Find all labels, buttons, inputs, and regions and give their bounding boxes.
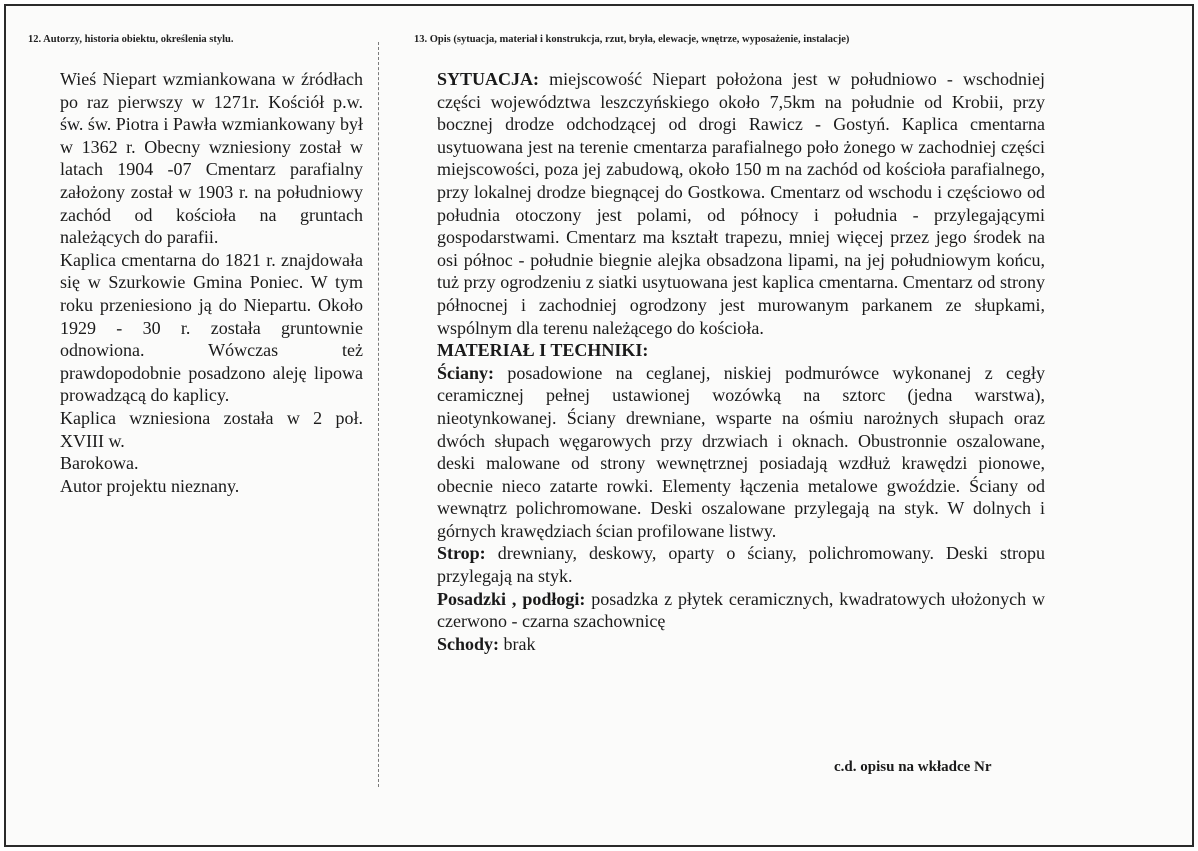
strop-text: drewniany, deskowy, oparty o ściany, polichromowany. Deski stropu przylegają na styk.: [437, 543, 1045, 587]
column-divider: [378, 42, 379, 787]
schody-text: brak: [499, 633, 536, 654]
sytuacja-paragraph: [437, 68, 1045, 339]
history-paragraph-2: Kaplica cmentarna do 1821 r. znajdowała się w Szurkowie Gmina Poniec. W tym roku przeniesiono ją do Niepartu. Około 1929 - 30 r. została gruntownie odnowiona. Wówczas też prawdopodobnie posadzono aleję lipowa prowadzącą do kaplicy.: [60, 249, 363, 406]
section-13-heading: 13. Opis (sytuacja, materiał i konstrukcja, rzut, bryła, elewacje, wnętrze, wyposażenie, instalacje): [414, 34, 850, 45]
history-paragraph-3: Kaplica wzniesiona została w 2 poł. XVIII w.: [60, 407, 363, 451]
material-heading: MATERIAŁ I TECHNIKI:: [437, 340, 649, 361]
posadzki-paragraph: [437, 588, 1045, 633]
section-12-heading: 12. Autorzy, historia obiektu, określenia stylu.: [28, 34, 234, 45]
sciany-text: posadowione na ceglanej, niskiej podmurówce wykonanej z cegły ceramicznej pełnej ustawionej wozówką na sztorc (jedna warstwa), nieotynkowanej. Ściany drewniane, wsparte na ośmiu narożnych słupach oraz dwóch słupach węgarowych przy drzwiach i oknach. Obustronnie oszalowane, deski malowane od strony wewnętrznej posiadają wzdłuż krawędzi pionowe, obecnie nieco zatarte rowki. Elementy łączenia metalowe gwoździe. Ściany od wewnątrz polichromowane. Deski oszalowane przylegają na styk. W dolnych i górnych krawędziach ścian profilowane listwy.: [437, 362, 1045, 541]
history-paragraph-4: Barokowa.: [60, 453, 139, 474]
posadzki-text: posadzka z płytek ceramicznych, kwadratowych ułożonych w czerwono - czarna szachownicę: [437, 588, 1045, 632]
strop-label: Strop:: [437, 543, 486, 564]
schody-label: Schody:: [437, 633, 500, 654]
continuation-note: c.d. opisu na wkładce Nr: [834, 759, 992, 775]
strop-paragraph: [437, 542, 1045, 587]
history-paragraph-5: Autor projektu nieznany.: [60, 475, 240, 496]
history-column: [60, 68, 363, 497]
sciany-label: Ściany:: [437, 362, 495, 383]
sytuacja-label: SYTUACJA:: [437, 69, 540, 89]
posadzki-label: Posadzki , podłogi:: [437, 588, 586, 609]
schody-paragraph: [437, 633, 1045, 656]
sciany-paragraph: [437, 362, 1045, 543]
description-column: [437, 68, 1045, 655]
sytuacja-text: miejscowość Niepart położona jest w południowo - wschodniej części województwa leszczyńskiego około 7,5km na południe od Krobii, przy bocznej drodze odchodzącej od drogi Rawicz - Gostyń. Kaplica cmentarna usytuowana jest na terenie cmentarza parafialnego poło żonego w zachodniej części miejscowości, poza jej zabudową, około 150 m na zachód od kościoła parafialnego, przy lokalnej drodze biegnącej do Gostkowa. Cmentarz od wschodu i częściowo od południa otoczony jest polami, od północy i południa - przylegającymi gospodarstwami. Cmentarz ma kształt trapezu, mniej więcej przez jego środek na osi północ - południe biegnie alejka obsadzona lipami, na jej południowym końcu, tuż przy ogrodzeniu z siatki usytuowana jest kaplica cmentarna. Cmentarz od strony północnej i zachodniej ogrodzony jest murowanym parkanem ze słupkami, wspólnym dla terenu należącego do kościoła.: [437, 69, 1045, 338]
history-paragraph-1: Wieś Niepart wzmiankowana w źródłach po raz pierwszy w 1271r. Kościół p.w. św. św. Piotra i Pawła wzmiankowany był w 1362 r. Obecny wzniesiony został w latach 1904 -07 Cmentarz parafialny założony został w 1903 r. na południowy zachód od kościoła na gruntach należących do parafii.: [60, 69, 363, 248]
